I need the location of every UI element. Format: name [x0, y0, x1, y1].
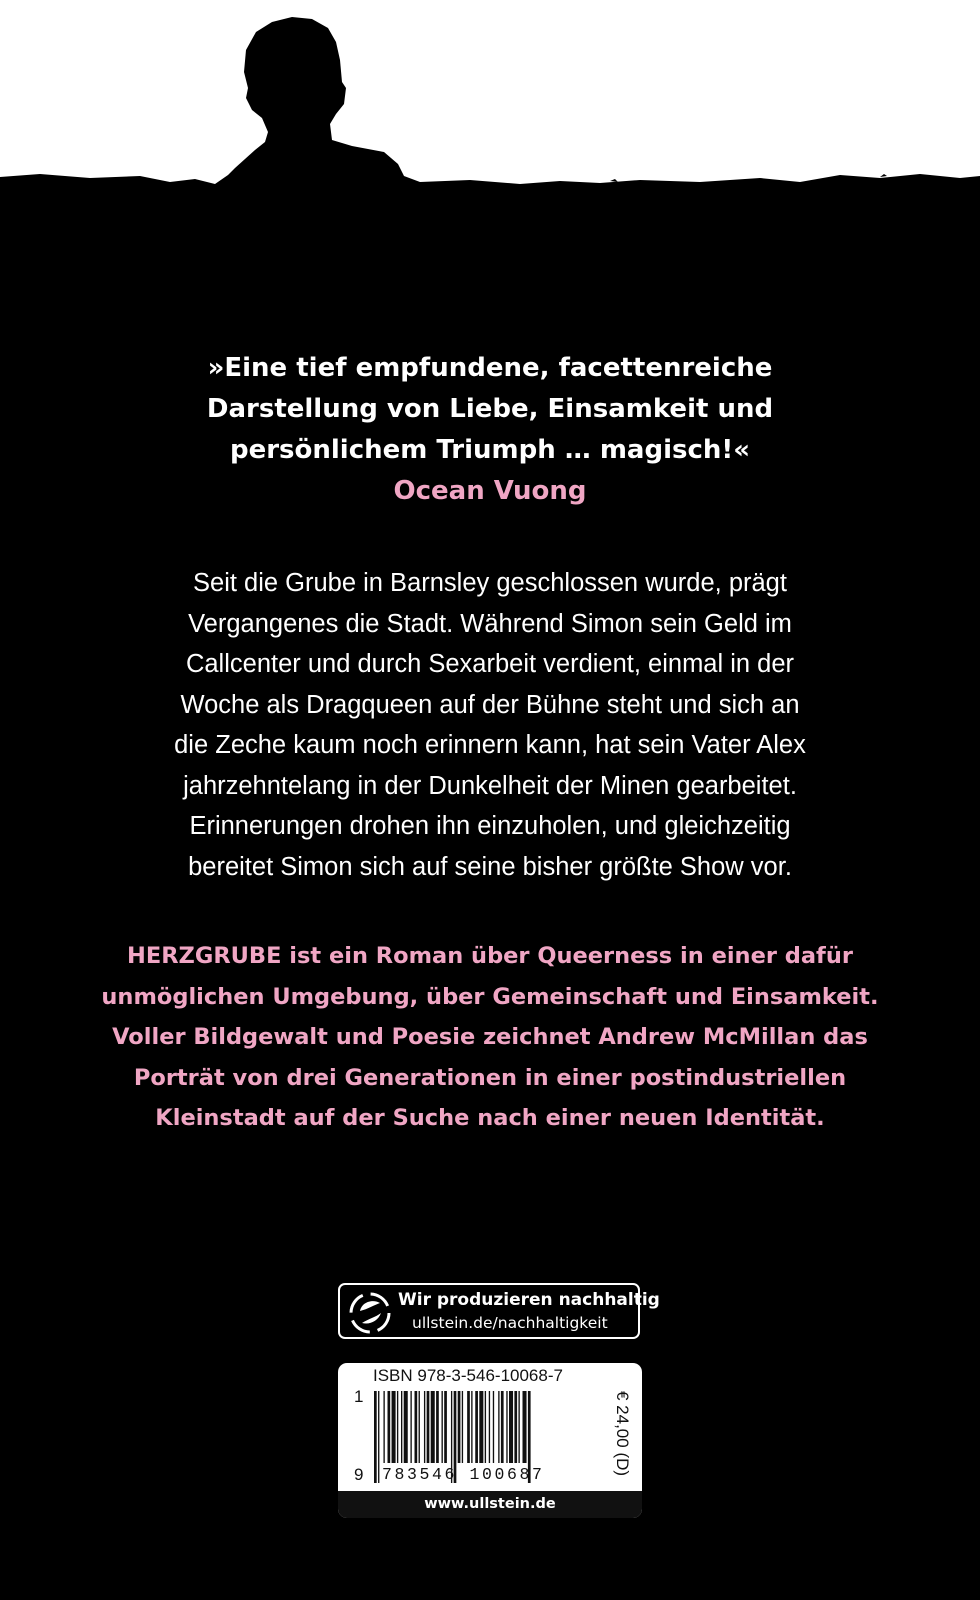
- barcode-bar: [514, 1391, 517, 1463]
- barcode-bar: [444, 1391, 447, 1463]
- pitch-line: Porträt von drei Generationen in einer postindustriellen: [133, 1064, 847, 1091]
- isbn-lead-bottom: 9: [354, 1465, 364, 1484]
- barcode-bar: [397, 1391, 398, 1463]
- synopsis-line: Vergangenes die Stadt. Während Simon sein Geld im: [188, 609, 792, 638]
- sustainability-url: ullstein.de/nachhaltigkeit: [412, 1314, 608, 1332]
- quote-line: »Eine tief empfundene, facettenreiche: [207, 353, 773, 383]
- barcode-bar: [374, 1391, 377, 1483]
- barcode-bar: [392, 1391, 396, 1463]
- isbn-lead-top: 1: [354, 1387, 364, 1406]
- synopsis-line: die Zeche kaum noch erinnern kann, hat sein Vater Alex: [174, 731, 806, 759]
- synopsis-line: Seit die Grube in Barnsley geschlossen wurde, prägt: [193, 569, 787, 597]
- barcode-bar: [467, 1391, 470, 1463]
- synopsis-line: jahrzehntelang in der Dunkelheit der Minen gearbeitet.: [183, 771, 797, 800]
- barcode-bar: [458, 1391, 461, 1463]
- pitch-text: [90, 936, 890, 1139]
- leaf-cycle-icon: [348, 1291, 392, 1335]
- synopsis-text: [130, 563, 850, 887]
- barcode-bar: [489, 1391, 490, 1463]
- barcode-bar: [410, 1391, 411, 1463]
- barcode-bar: [498, 1391, 499, 1463]
- barcode-bar: [523, 1391, 527, 1463]
- barcode-bar: [388, 1391, 391, 1463]
- barcode-bar: [462, 1391, 463, 1463]
- synopsis-line: Erinnerungen drohen ihn einzuholen, und gleichzeitig: [189, 812, 791, 840]
- barcode-bar: [518, 1391, 519, 1463]
- pitch-line: unmöglichen Umgebung, über Gemeinschaft und Einsamkeit.: [101, 983, 879, 1010]
- barcode-bar: [475, 1391, 478, 1463]
- barcode-bar: [431, 1391, 435, 1463]
- barcode-bar: [509, 1391, 513, 1463]
- isbn-digits: 783546 100687: [382, 1465, 545, 1484]
- barcode-bar: [479, 1391, 483, 1463]
- sustainability-badge: [338, 1283, 660, 1339]
- barcode-bar: [493, 1391, 494, 1463]
- barcode-bar: [415, 1391, 418, 1463]
- barcode-bar: [501, 1391, 504, 1463]
- synopsis-line: bereitet Simon sich auf seine bisher größte Show vor.: [188, 852, 792, 881]
- barcode-bar: [471, 1391, 472, 1463]
- quote-line: persönlichem Triumph … magisch!«: [229, 435, 751, 465]
- barcode-bar: [427, 1391, 430, 1463]
- barcode-bar: [506, 1391, 507, 1463]
- publisher-website: www.ullstein.de: [338, 1491, 642, 1518]
- barcode-bar: [436, 1391, 439, 1463]
- sustainability-title: Wir produzieren nachhaltig: [398, 1290, 660, 1310]
- barcode-bar: [401, 1391, 402, 1463]
- barcode-bar: [404, 1391, 408, 1463]
- quote-author: Ocean Vuong: [393, 476, 587, 506]
- synopsis-line: Callcenter und durch Sexarbeit verdient, einmal in der: [185, 650, 795, 678]
- pitch-line: Voller Bildgewalt und Poesie zeichnet Andrew McMillan das: [112, 1024, 868, 1050]
- pitch-line: Kleinstadt auf der Suche nach einer neuen Identität.: [155, 1105, 825, 1131]
- barcode-bar: [442, 1391, 443, 1463]
- quote-line: Darstellung von Liebe, Einsamkeit und: [206, 394, 774, 424]
- silhouette-header-art: [0, 0, 980, 215]
- synopsis-line: Woche als Dragqueen auf der Bühne steht und sich an: [180, 690, 800, 719]
- pitch-line: HERZGRUBE ist ein Roman über Queerness in einer dafür: [127, 943, 853, 969]
- praise-quote: [0, 348, 980, 512]
- price-label: € 24,00 (D): [613, 1391, 632, 1477]
- barcode-bar: [485, 1391, 486, 1463]
- isbn-label: ISBN 978-3-546-10068-7: [373, 1366, 563, 1385]
- barcode-bar: [378, 1391, 379, 1483]
- barcode-bar: [383, 1391, 384, 1463]
- barcode-bar: [424, 1391, 425, 1463]
- barcode-bar: [419, 1391, 420, 1463]
- isbn-barcode-box: [338, 1363, 642, 1518]
